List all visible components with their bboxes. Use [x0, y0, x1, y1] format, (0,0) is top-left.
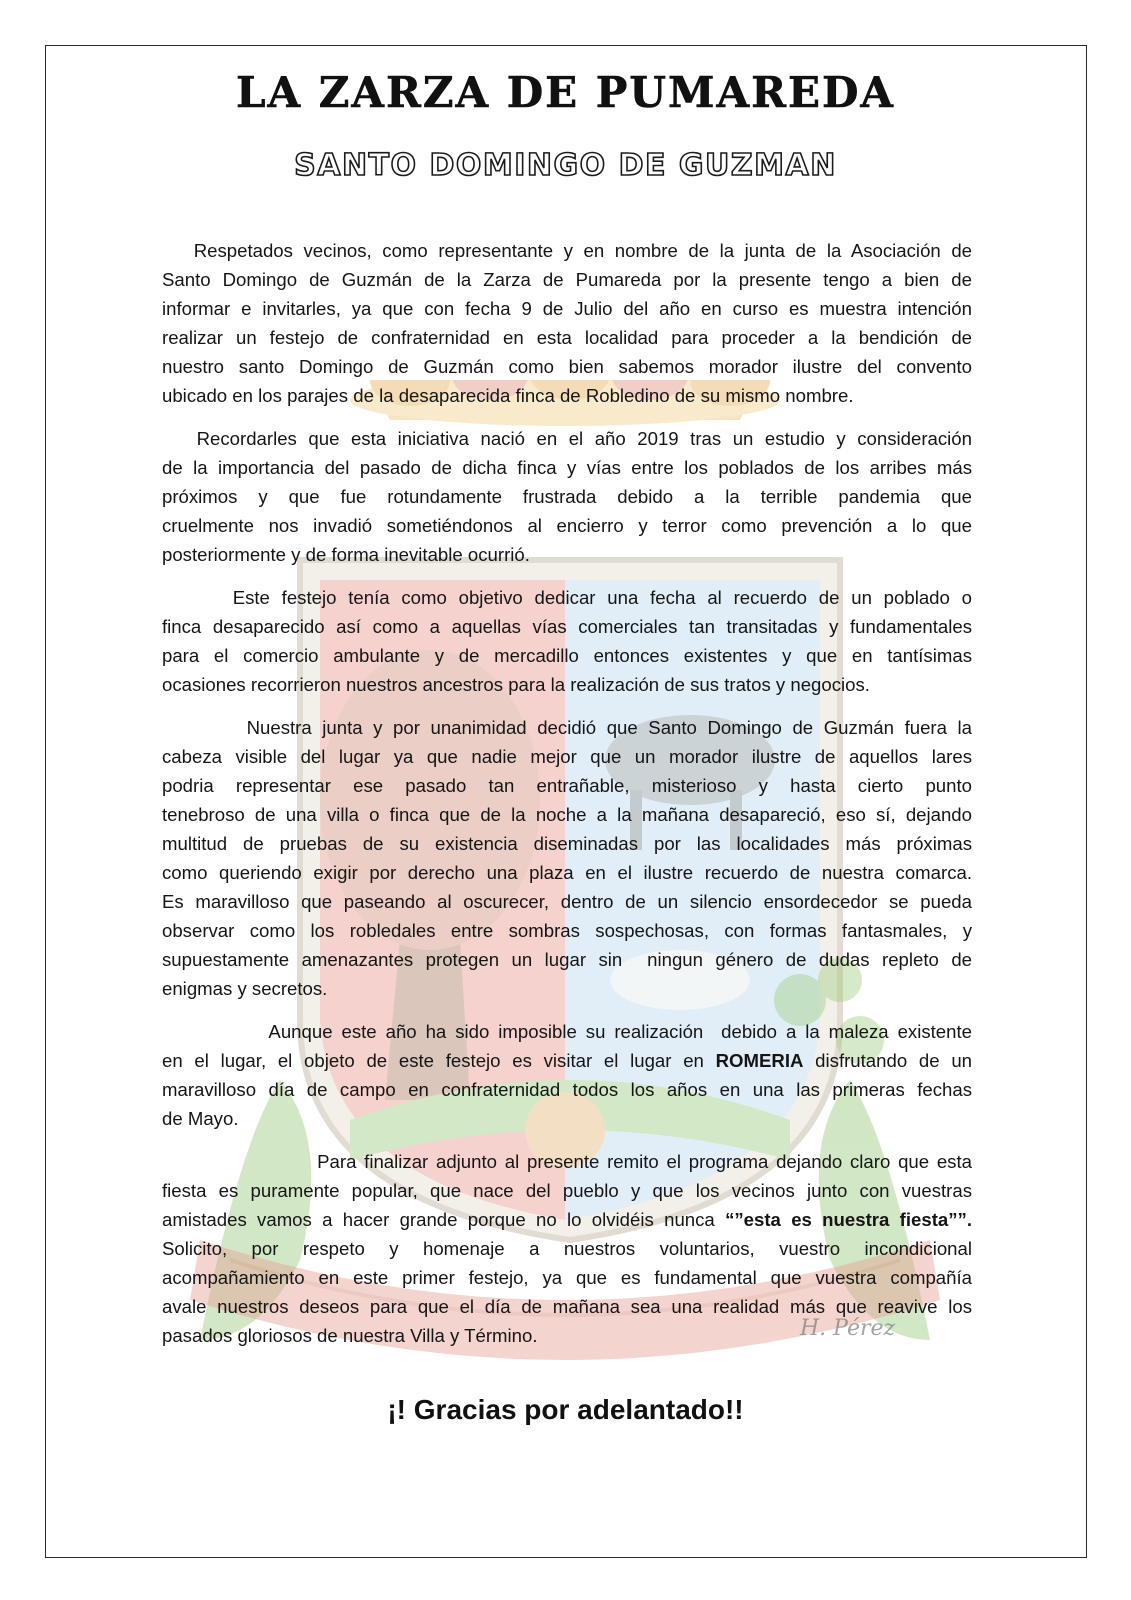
- paragraph-line: realizar un festejo de confraternidad en esta localidad para proceder a la bendición de: [162, 327, 972, 348]
- line-text: disfrutando de un: [803, 1050, 973, 1071]
- paragraph-line: podria representar ese pasado tan entrañable, misterioso y hasta cierto punto: [162, 775, 972, 796]
- paragraph-line: de Mayo.: [162, 1108, 239, 1129]
- paragraph-line: cruelmente nos invadió sometiéndonos al encierro y terror como prevención a lo que: [162, 515, 972, 536]
- signature-mark: H. Pérez: [800, 1316, 896, 1341]
- paragraph-line: próximos y que fue rotundamente frustrada debido a la terrible pandemia que: [162, 486, 972, 507]
- document-subtitle: SANTO DOMINGO DE GUZMAN: [294, 148, 837, 183]
- paragraph-line: [162, 1205, 972, 1234]
- paragraph-line: [162, 1046, 972, 1075]
- paragraph-line: ubicado en los parajes de la desaparecida finca de Robledino de su mismo nombre.: [162, 385, 854, 406]
- paragraph-line: Para finalizar adjunto al presente remito el programa dejando claro que esta: [162, 1151, 972, 1172]
- paragraph-line: Solicito, por respeto y homenaje a nuestros voluntarios, vuestro incondicional: [162, 1238, 972, 1259]
- paragraph-line: Respetados vecinos, como representante y en nombre de la junta de la Asociación de: [162, 240, 972, 261]
- paragraph-line: Es maravilloso que paseando al oscurecer, dentro de un silencio ensordecedor se pueda: [162, 891, 972, 912]
- paragraph-line: Recordarles que esta iniciativa nació en el año 2019 tras un estudio y consideración: [162, 428, 972, 449]
- paragraph-line: finca desaparecido así como a aquellas vías comerciales tan transitadas y fundamentales: [162, 616, 972, 637]
- paragraph-line: avale nuestros deseos para que el día de mañana sea una realidad más que reavive los: [162, 1296, 972, 1317]
- paragraph-line: pasados gloriosos de nuestra Villa y Término.: [162, 1325, 538, 1346]
- paragraph-line: enigmas y secretos.: [162, 978, 328, 999]
- paragraph-line: informar e invitarles, ya que con fecha 9 de Julio del año en curso es muestra intención: [162, 298, 972, 319]
- paragraph-line: para el comercio ambulante y de mercadillo entonces existentes y que en tantísimas: [162, 645, 972, 666]
- paragraph-line: observar como los robledales entre sombras sospechosas, con formas fantasmales, y: [162, 920, 972, 941]
- paragraph-line: acompañamiento en este primer festejo, ya que es fundamental que vuestra compañía: [162, 1267, 972, 1288]
- paragraph-line: cabeza visible del lugar ya que nadie mejor que un morador ilustre de aquellos lares: [162, 746, 972, 767]
- paragraph-line: Este festejo tenía como objetivo dedicar una fecha al recuerdo de un poblado o: [162, 587, 972, 608]
- paragraph-line: Santo Domingo de Guzmán de la Zarza de Pumareda por la presente tengo a bien de: [162, 269, 972, 290]
- paragraph-line: multitud de pruebas de su existencia diseminadas por las localidades más próximas: [162, 833, 972, 854]
- paragraph-line: posteriormente y de forma inevitable ocurrió.: [162, 544, 530, 565]
- fiesta-highlight: “”esta es nuestra fiesta””.: [725, 1209, 972, 1230]
- paragraph-line: supuestamente amenazantes protegen un lugar sin ningun género de dudas repleto de: [162, 949, 972, 970]
- paragraph-line: Aunque este año ha sido imposible su realización debido a la maleza existente: [162, 1021, 972, 1042]
- line-text: en el lugar, el objeto de este festejo es visitar el lugar en: [162, 1050, 716, 1071]
- paragraph-line: como queriendo exigir por derecho una plaza en el ilustre recuerdo de nuestra comarca.: [162, 862, 972, 883]
- paragraph-line: Nuestra junta y por unanimidad decidió que Santo Domingo de Guzmán fuera la: [162, 717, 972, 738]
- paragraph-line: tenebroso de una villa o finca que de la noche a la mañana desapareció, eso sí, dejando: [162, 804, 972, 825]
- paragraph-line: maravilloso día de campo en confraternidad todos los años en una las primeras fechas: [162, 1079, 972, 1100]
- line-text: amistades vamos a hacer grande porque no lo olvidéis nunca: [162, 1209, 726, 1230]
- paragraph-line: de la importancia del pasado de dicha finca y vías entre los poblados de los arribes más: [162, 457, 972, 478]
- paragraph-line: ocasiones recorrieron nuestros ancestros para la realización de sus tratos y negocios.: [162, 674, 870, 695]
- document-title: LA ZARZA DE PUMAREDA: [235, 68, 896, 117]
- paragraph-line: nuestro santo Domingo de Guzmán como bien sabemos morador ilustre del convento: [162, 356, 972, 377]
- paragraph-line: fiesta es puramente popular, que nace del pueblo y que los vecinos junto con vuestras: [162, 1180, 972, 1201]
- closing-thanks: ¡! Gracias por adelantado!!: [387, 1394, 744, 1425]
- romeria-highlight: ROMERIA: [715, 1050, 804, 1071]
